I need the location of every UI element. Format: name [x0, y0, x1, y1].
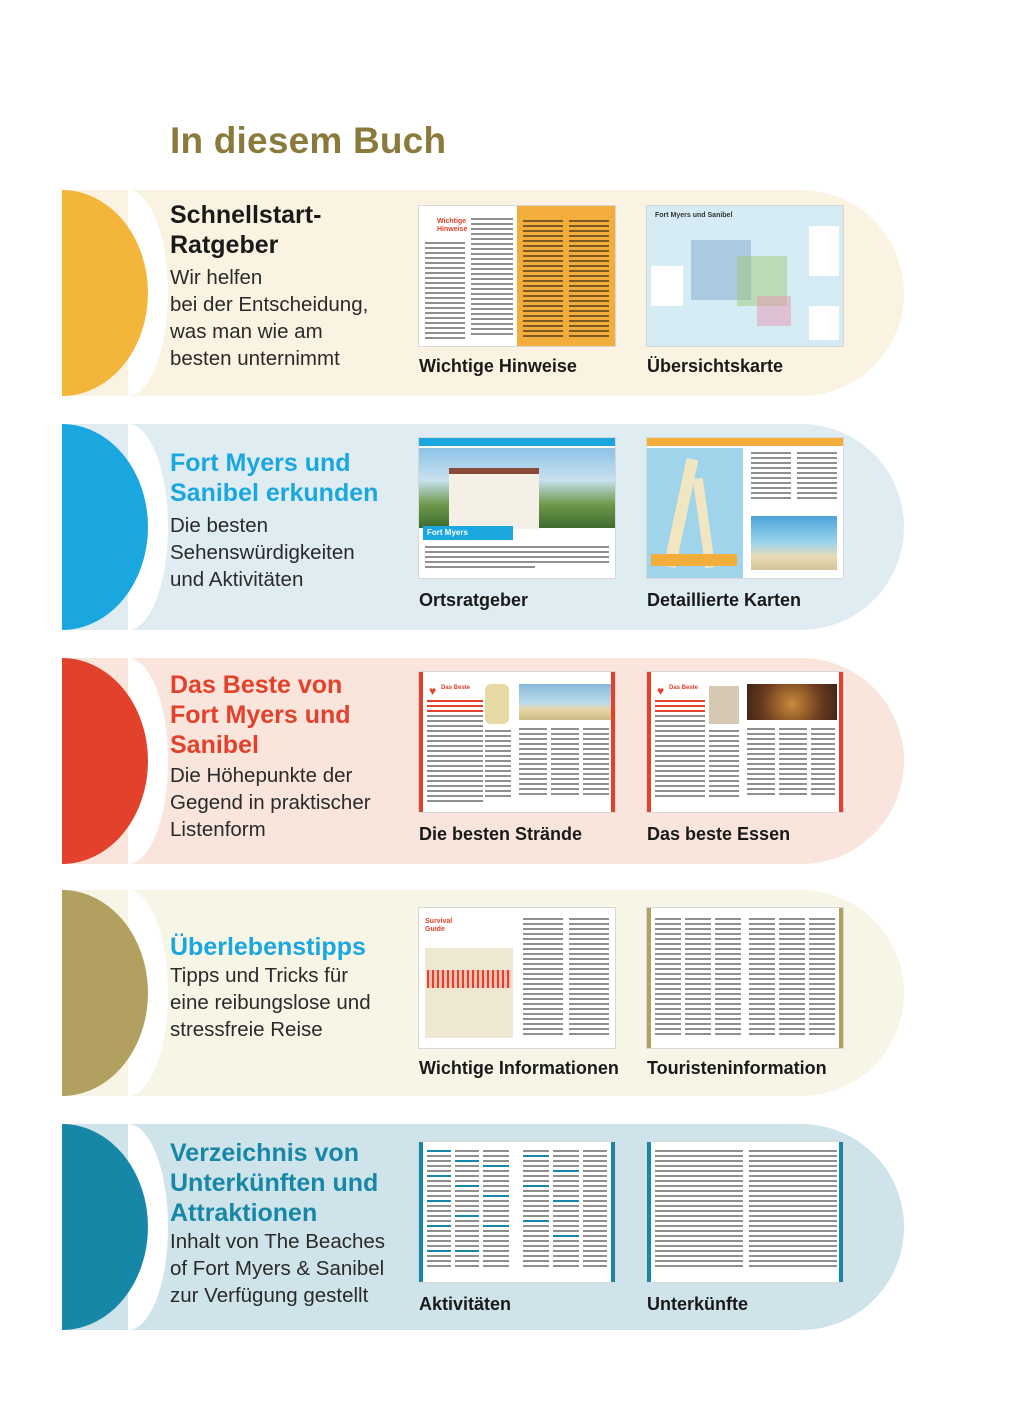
section-erkunden [62, 424, 904, 630]
thumbnail-uebersichtskarte [647, 206, 843, 346]
thumbnail-das-beste-essen [647, 672, 843, 812]
thumb-title: Das Beste [669, 685, 699, 691]
section-heading: Schnellstart-Ratgeber [170, 201, 322, 259]
section-description: Die besten Sehenswürdigkeiten und Aktivitäten [170, 514, 355, 591]
thumbnail-wichtige-informationen [419, 908, 615, 1048]
thumbnail-caption: Das beste Essen [647, 824, 791, 844]
section-description: Inhalt von The Beaches of Fort Myers & Sanibel zur Verfügung gestellt [170, 1230, 386, 1307]
thumbnail-caption: Unterkünfte [647, 1294, 749, 1314]
heart-icon: ♥ [429, 684, 437, 698]
thumbnail-detaillierte-karten [647, 438, 843, 578]
section-heading: Überlebenstipps [170, 933, 366, 961]
thumbnail-caption: Übersichtskarte [647, 356, 784, 376]
thumb-title: Fort Myers [423, 526, 513, 540]
thumbnail-aktivitaeten [419, 1142, 615, 1282]
thumb-title: Das Beste [441, 685, 471, 691]
thumbnail-touristeninformation [647, 908, 843, 1048]
thumb-title: Wichtige Hinweise [437, 218, 468, 233]
section-description: Tipps und Tricks für eine reibungslose und stressfreie Reise [170, 964, 371, 1041]
thumbnail-caption: Touristeninformation [647, 1058, 827, 1078]
thumbnail-caption: Wichtige Hinweise [419, 356, 577, 376]
section-schnellstart [62, 190, 904, 396]
section-heading: Fort Myers und Sanibel erkunden [170, 449, 379, 507]
thumb-title: Survival Guide [425, 918, 453, 933]
thumbnail-caption: Wichtige Informationen [419, 1058, 619, 1078]
thumb-title: Fort Myers und Sanibel [655, 212, 733, 219]
thumbnail-ortsratgeber [419, 438, 615, 578]
thumbnail-die-besten-straende [419, 672, 615, 812]
thumbnail-caption: Detaillierte Karten [647, 590, 802, 610]
section-description: Die Höhepunkte der Gegend in praktischer Listenform [170, 764, 371, 841]
section-das-beste [62, 658, 904, 864]
page-title: In diesem Buch [170, 120, 447, 161]
thumbnail-caption: Ortsratgeber [419, 590, 529, 610]
section-heading: Verzeichnis von Unterkünften und Attraktionen [170, 1139, 379, 1227]
section-ueberlebenstipps [62, 890, 904, 1096]
thumbnail-unterkuenfte [647, 1142, 843, 1282]
section-heading: Das Beste von Fort Myers und Sanibel [170, 671, 351, 759]
thumbnail-wichtige-hinweise [419, 206, 615, 346]
thumbnail-caption: Aktivitäten [419, 1294, 512, 1314]
section-description: Wir helfen bei der Entscheidung, was man wie am besten unternimmt [170, 266, 369, 370]
section-verzeichnis [62, 1124, 904, 1330]
thumbnail-caption: Die besten Strände [419, 824, 583, 844]
heart-icon: ♥ [657, 684, 665, 698]
